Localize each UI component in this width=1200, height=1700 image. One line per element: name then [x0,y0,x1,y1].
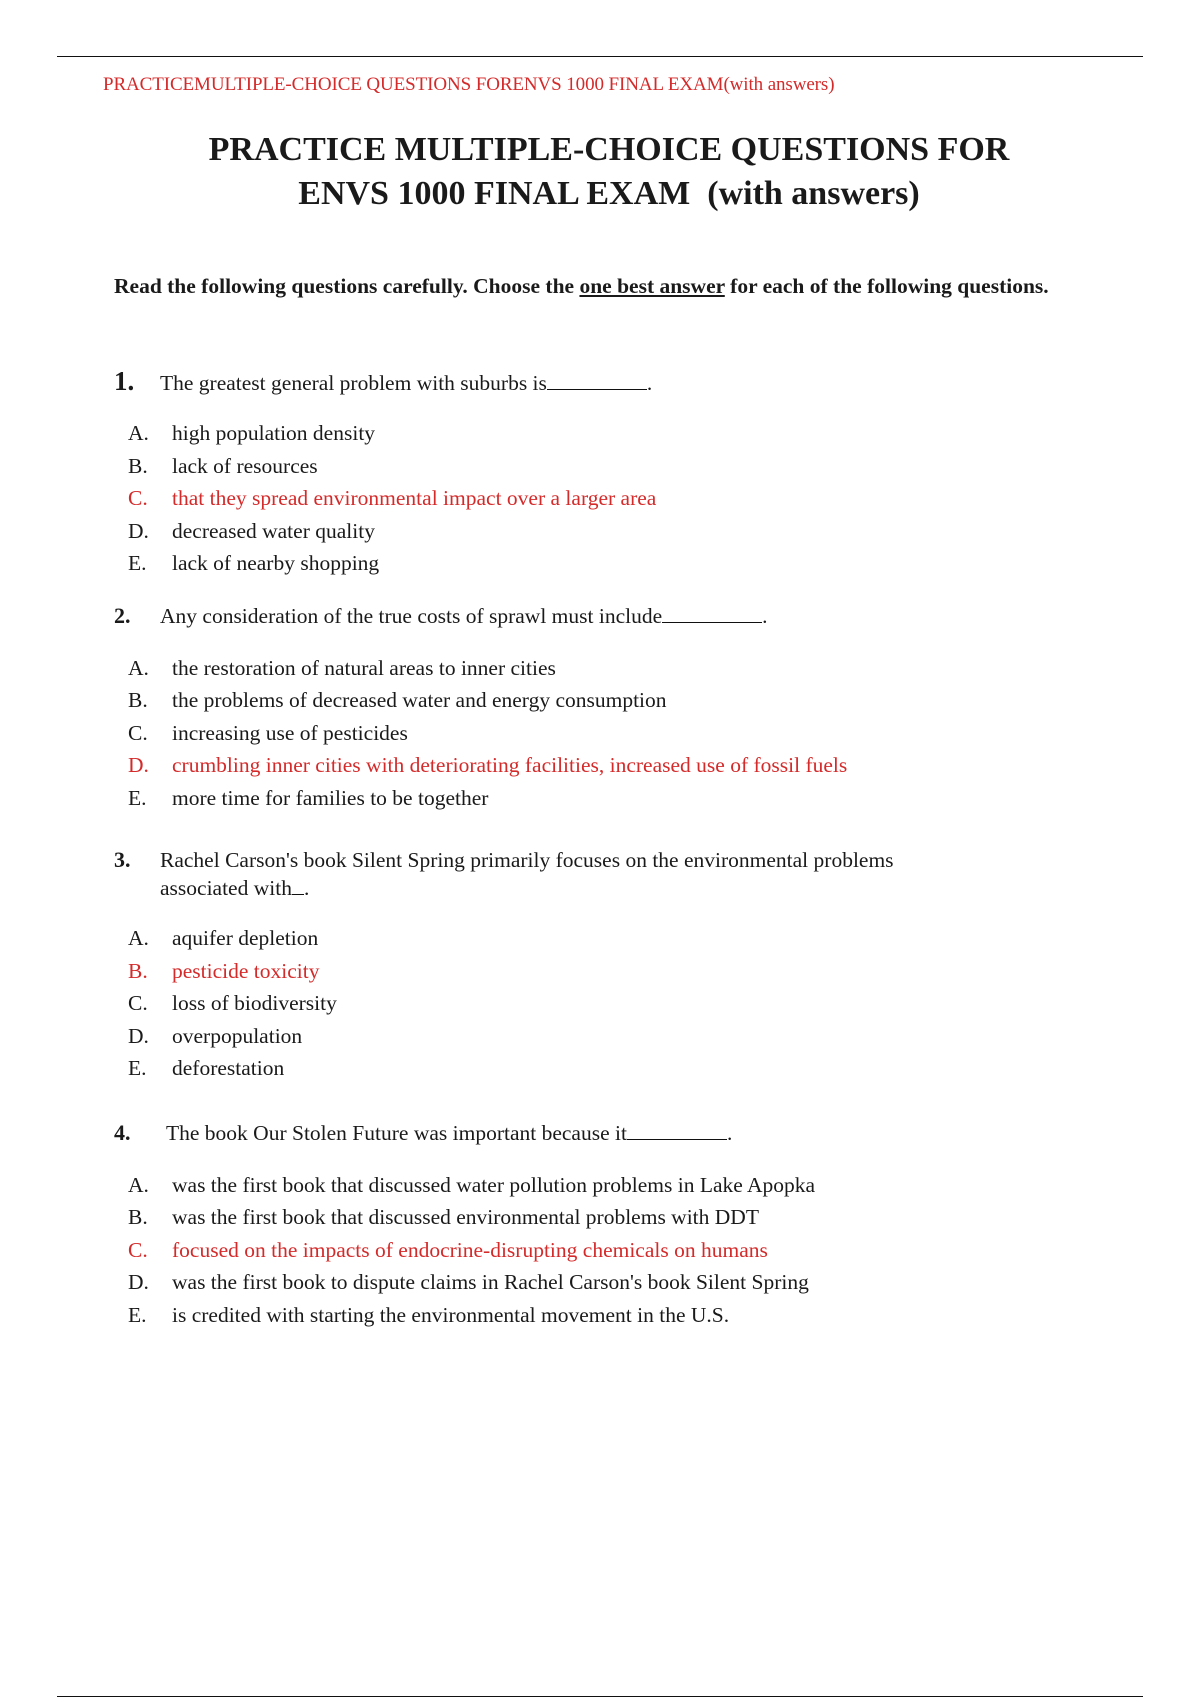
question-number: 2. [114,602,131,628]
option-letter: A. [128,655,149,680]
question-suffix: . [726,1120,733,1145]
option-e[interactable] [114,547,1104,580]
option-a[interactable] [114,652,1104,685]
answer-blank [627,1121,727,1140]
option-b[interactable] [114,1201,1104,1234]
question-1 [114,367,1104,580]
option-letter: E. [128,1302,147,1327]
option-text: was the first book to dispute claims in Rachel Carson's book Silent Spring [172,1270,809,1294]
instructions-before: Read the following questions carefully. Choose the [114,274,580,298]
page-title [114,128,1104,216]
option-text: loss of biodiversity [172,991,337,1015]
question-2 [114,602,1104,815]
answer-blank [547,371,647,390]
option-text: increasing use of pesticides [172,720,408,745]
question-suffix: . [303,876,310,900]
option-d[interactable] [114,1020,1104,1053]
option-c[interactable] [114,717,1104,750]
question-stem-line-2: associated with [160,876,292,900]
instructions-emphasis: one best answer [579,274,725,298]
option-text: that they spread environmental impact over a larger area [172,486,657,510]
question-stem: The greatest general problem with suburbs is [160,371,547,395]
option-letter: A. [128,421,149,445]
option-text: crumbling inner cities with deteriorating facilities, increased use of fossil fuels [172,753,848,777]
option-letter: B. [128,958,148,983]
option-text: lack of resources [172,453,318,478]
option-b[interactable] [114,955,1104,988]
option-c[interactable] [114,1234,1104,1267]
option-letter: D. [128,1023,149,1048]
bottom-rule [57,1696,1143,1697]
question-number: 3. [114,847,131,872]
option-letter: E. [128,785,147,810]
option-letter: C. [128,486,148,510]
option-text: pesticide toxicity [172,958,320,983]
option-d[interactable] [114,749,1104,782]
question-number: 1. [114,366,135,396]
option-letter: C. [128,720,148,745]
option-text: overpopulation [172,1023,303,1048]
question-text [160,602,1104,630]
title-line-2: ENVS 1000 FINAL EXAM (with answers) [298,175,920,212]
option-letter: E. [128,1056,147,1080]
title-line-1: PRACTICE MULTIPLE-CHOICE QUESTIONS FOR [208,131,1010,168]
question-suffix: . [762,603,768,628]
document-page [114,128,1104,1331]
option-text: high population density [172,421,376,445]
instructions [114,273,1104,299]
option-letter: D. [128,1270,149,1294]
option-e[interactable] [114,1299,1104,1332]
option-a[interactable] [114,417,1104,450]
question-4 [114,1119,1104,1332]
instructions-after: for each of the following questions. [724,274,1049,298]
option-letter: C. [128,991,148,1015]
option-list [114,652,1104,815]
option-text: was the first book that discussed water pollution problems in Lake Apopka [172,1172,816,1197]
answer-blank [292,876,304,895]
option-text: decreased water quality [172,518,375,543]
option-letter: B. [128,453,148,478]
question-text [160,367,1104,397]
option-a[interactable] [114,922,1104,955]
option-letter: E. [128,551,147,575]
option-c[interactable] [114,482,1104,515]
question-stem: The book Our Stolen Future was important because it [166,1120,627,1145]
option-letter: A. [128,1172,149,1197]
top-rule [57,56,1143,57]
option-letter: D. [128,518,149,543]
option-list [114,922,1104,1085]
option-d[interactable] [114,515,1104,548]
question-text [166,1119,1104,1147]
option-text: the restoration of natural areas to inner cities [172,655,556,680]
answer-blank [662,604,762,623]
option-text: was the first book that discussed environmental problems with DDT [172,1205,759,1229]
option-letter: C. [128,1237,148,1262]
option-text: aquifer depletion [172,926,319,950]
option-list [114,417,1104,580]
question-number: 4. [114,1119,131,1145]
question-stem-line-1: Rachel Carson's book Silent Spring primarily focuses on the environmental problems [160,848,894,872]
option-text: is credited with starting the environmental movement in the U.S. [172,1302,730,1327]
option-e[interactable] [114,1052,1104,1085]
option-c[interactable] [114,987,1104,1020]
option-a[interactable] [114,1169,1104,1202]
option-letter: B. [128,688,148,712]
option-text: deforestation [172,1056,285,1080]
option-text: focused on the impacts of endocrine-disrupting chemicals on humans [172,1237,768,1262]
question-3 [114,846,1104,1085]
question-suffix: . [646,371,653,395]
option-letter: B. [128,1205,148,1229]
option-list [114,1169,1104,1332]
option-text: more time for families to be together [172,785,489,810]
option-text: lack of nearby shopping [172,551,380,575]
running-header: PRACTICEMULTIPLE-CHOICE QUESTIONS FORENVS 1000 FINAL EXAM(with answers) [103,74,835,95]
option-b[interactable] [114,684,1104,717]
option-d[interactable] [114,1266,1104,1299]
question-text [160,846,1104,902]
option-letter: D. [128,753,149,777]
question-stem: Any consideration of the true costs of sprawl must include [160,603,663,628]
option-letter: A. [128,926,149,950]
option-b[interactable] [114,450,1104,483]
option-e[interactable] [114,782,1104,815]
option-text: the problems of decreased water and energy consumption [172,688,667,712]
